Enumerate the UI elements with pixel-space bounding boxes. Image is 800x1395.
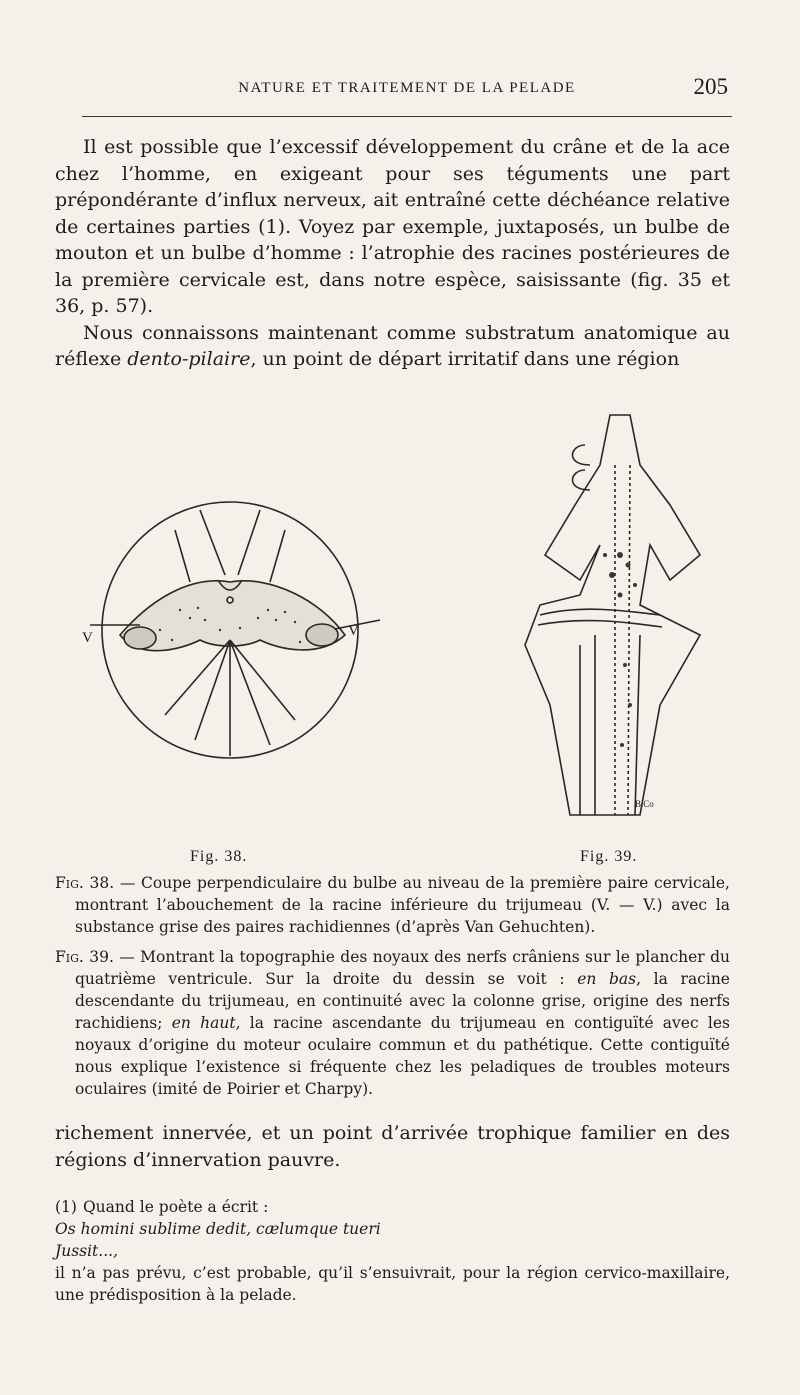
caption-39-ref: Fig. 39.: [55, 948, 114, 966]
nuclei-stipple: [603, 552, 637, 747]
figure-39-drawing: [520, 405, 720, 825]
caption-39-part1: — Montrant la topographie des noyaux des nerfs crâniens sur le plancher du quatrième ventricule. Sur la droite du dessin se voit :: [75, 948, 730, 988]
paragraph-1: Il est possible que l’excessif développement du crâne et de la ace chez l’homme, en exigeant pour ses téguments une part prépondérante d’influx nerveux, ait entraîné cette déchéance relative de certaines parties (1). Voyez par exemple, juxtaposés, un bulbe de mouton et un bulbe d’homme : l’atrophie des racines postérieures de la première cervicale est, dans notre espèce, saisissante (fig. 35 et 36, p. 57).: [55, 136, 730, 317]
footnote: [55, 1196, 730, 1306]
figure-39-label: Fig. 39.: [580, 848, 638, 865]
caption-fig-38: [55, 872, 730, 938]
paragraph-2-emphasis: dento-pilaire: [127, 348, 251, 370]
caption-39-em1: en bas: [577, 970, 637, 988]
footnote-tail: il n’a pas prévu, c’est probable, qu’il s’ensuivrait, pour la région cervico-maxillaire, une prédisposition à la pelade.: [55, 1264, 730, 1304]
figure-captions: [55, 872, 730, 1108]
footnote-marker: (1): [55, 1198, 77, 1216]
paragraph-2: [55, 320, 730, 373]
page-header: [82, 74, 732, 102]
fourth-ventricle-floor: [525, 415, 700, 815]
paragraph-3: richement innervée, et un point d’arrivée trophique familier en des régions d’innervation pauvre.: [55, 1122, 730, 1171]
page-number: 205: [693, 74, 728, 99]
caption-fig-39: [55, 946, 730, 1100]
body-text-top: [55, 134, 730, 373]
caption-39-em2: en haut: [171, 1014, 236, 1032]
paragraph-2-start: Nous connaissons maintenant comme substratum anatomique au réflexe: [55, 321, 730, 370]
spinal-cord-section: [90, 502, 380, 758]
figures-area: [80, 400, 740, 870]
figure-38-label: Fig. 38.: [190, 848, 248, 865]
fig38-marker-right: V: [348, 623, 359, 639]
body-text-bottom: [55, 1120, 730, 1173]
caption-39-part2: , la racine descendante du trijumeau, en continuité avec la colonne grise, origine des nerfs rachidiens;: [75, 970, 730, 1032]
footnote-verse-1: Os homini sublime dedit, cælumque tueri: [55, 1220, 381, 1238]
running-title: NATURE ET TRAITEMENT DE LA PELADE: [238, 80, 576, 96]
caption-38-text: — Coupe perpendiculaire du bulbe au niveau de la première paire cervicale, montrant l’abouchement de la racine inférieure du trijumeau (V. — V.) avec la substance grise des paires rachidiennes (d’après Van Gehuchten).: [75, 874, 730, 936]
footnote-intro-line: [55, 1196, 730, 1218]
caption-38-ref: Fig. 38.: [55, 874, 115, 892]
figure-38-drawing: [80, 470, 390, 830]
header-rule: [82, 116, 732, 117]
fig39-signature: B.Co: [635, 799, 654, 809]
caption-39-part3: , la racine ascendante du trijumeau en contiguïté avec les noyaux d’origine du moteur oculaire commun et du pathétique. Cette contiguïté nous explique l’existence si fréquente chez les peladiques de troubles moteurs oculaires (imité de Poirier et Charpy).: [75, 1014, 730, 1098]
footnote-intro: Quand le poète a écrit :: [82, 1198, 269, 1216]
footnote-verse-2: Jussit...,: [55, 1242, 118, 1260]
paragraph-2-end: , un point de départ irritatif dans une région: [250, 348, 680, 370]
fig38-marker-left: V: [82, 630, 93, 646]
